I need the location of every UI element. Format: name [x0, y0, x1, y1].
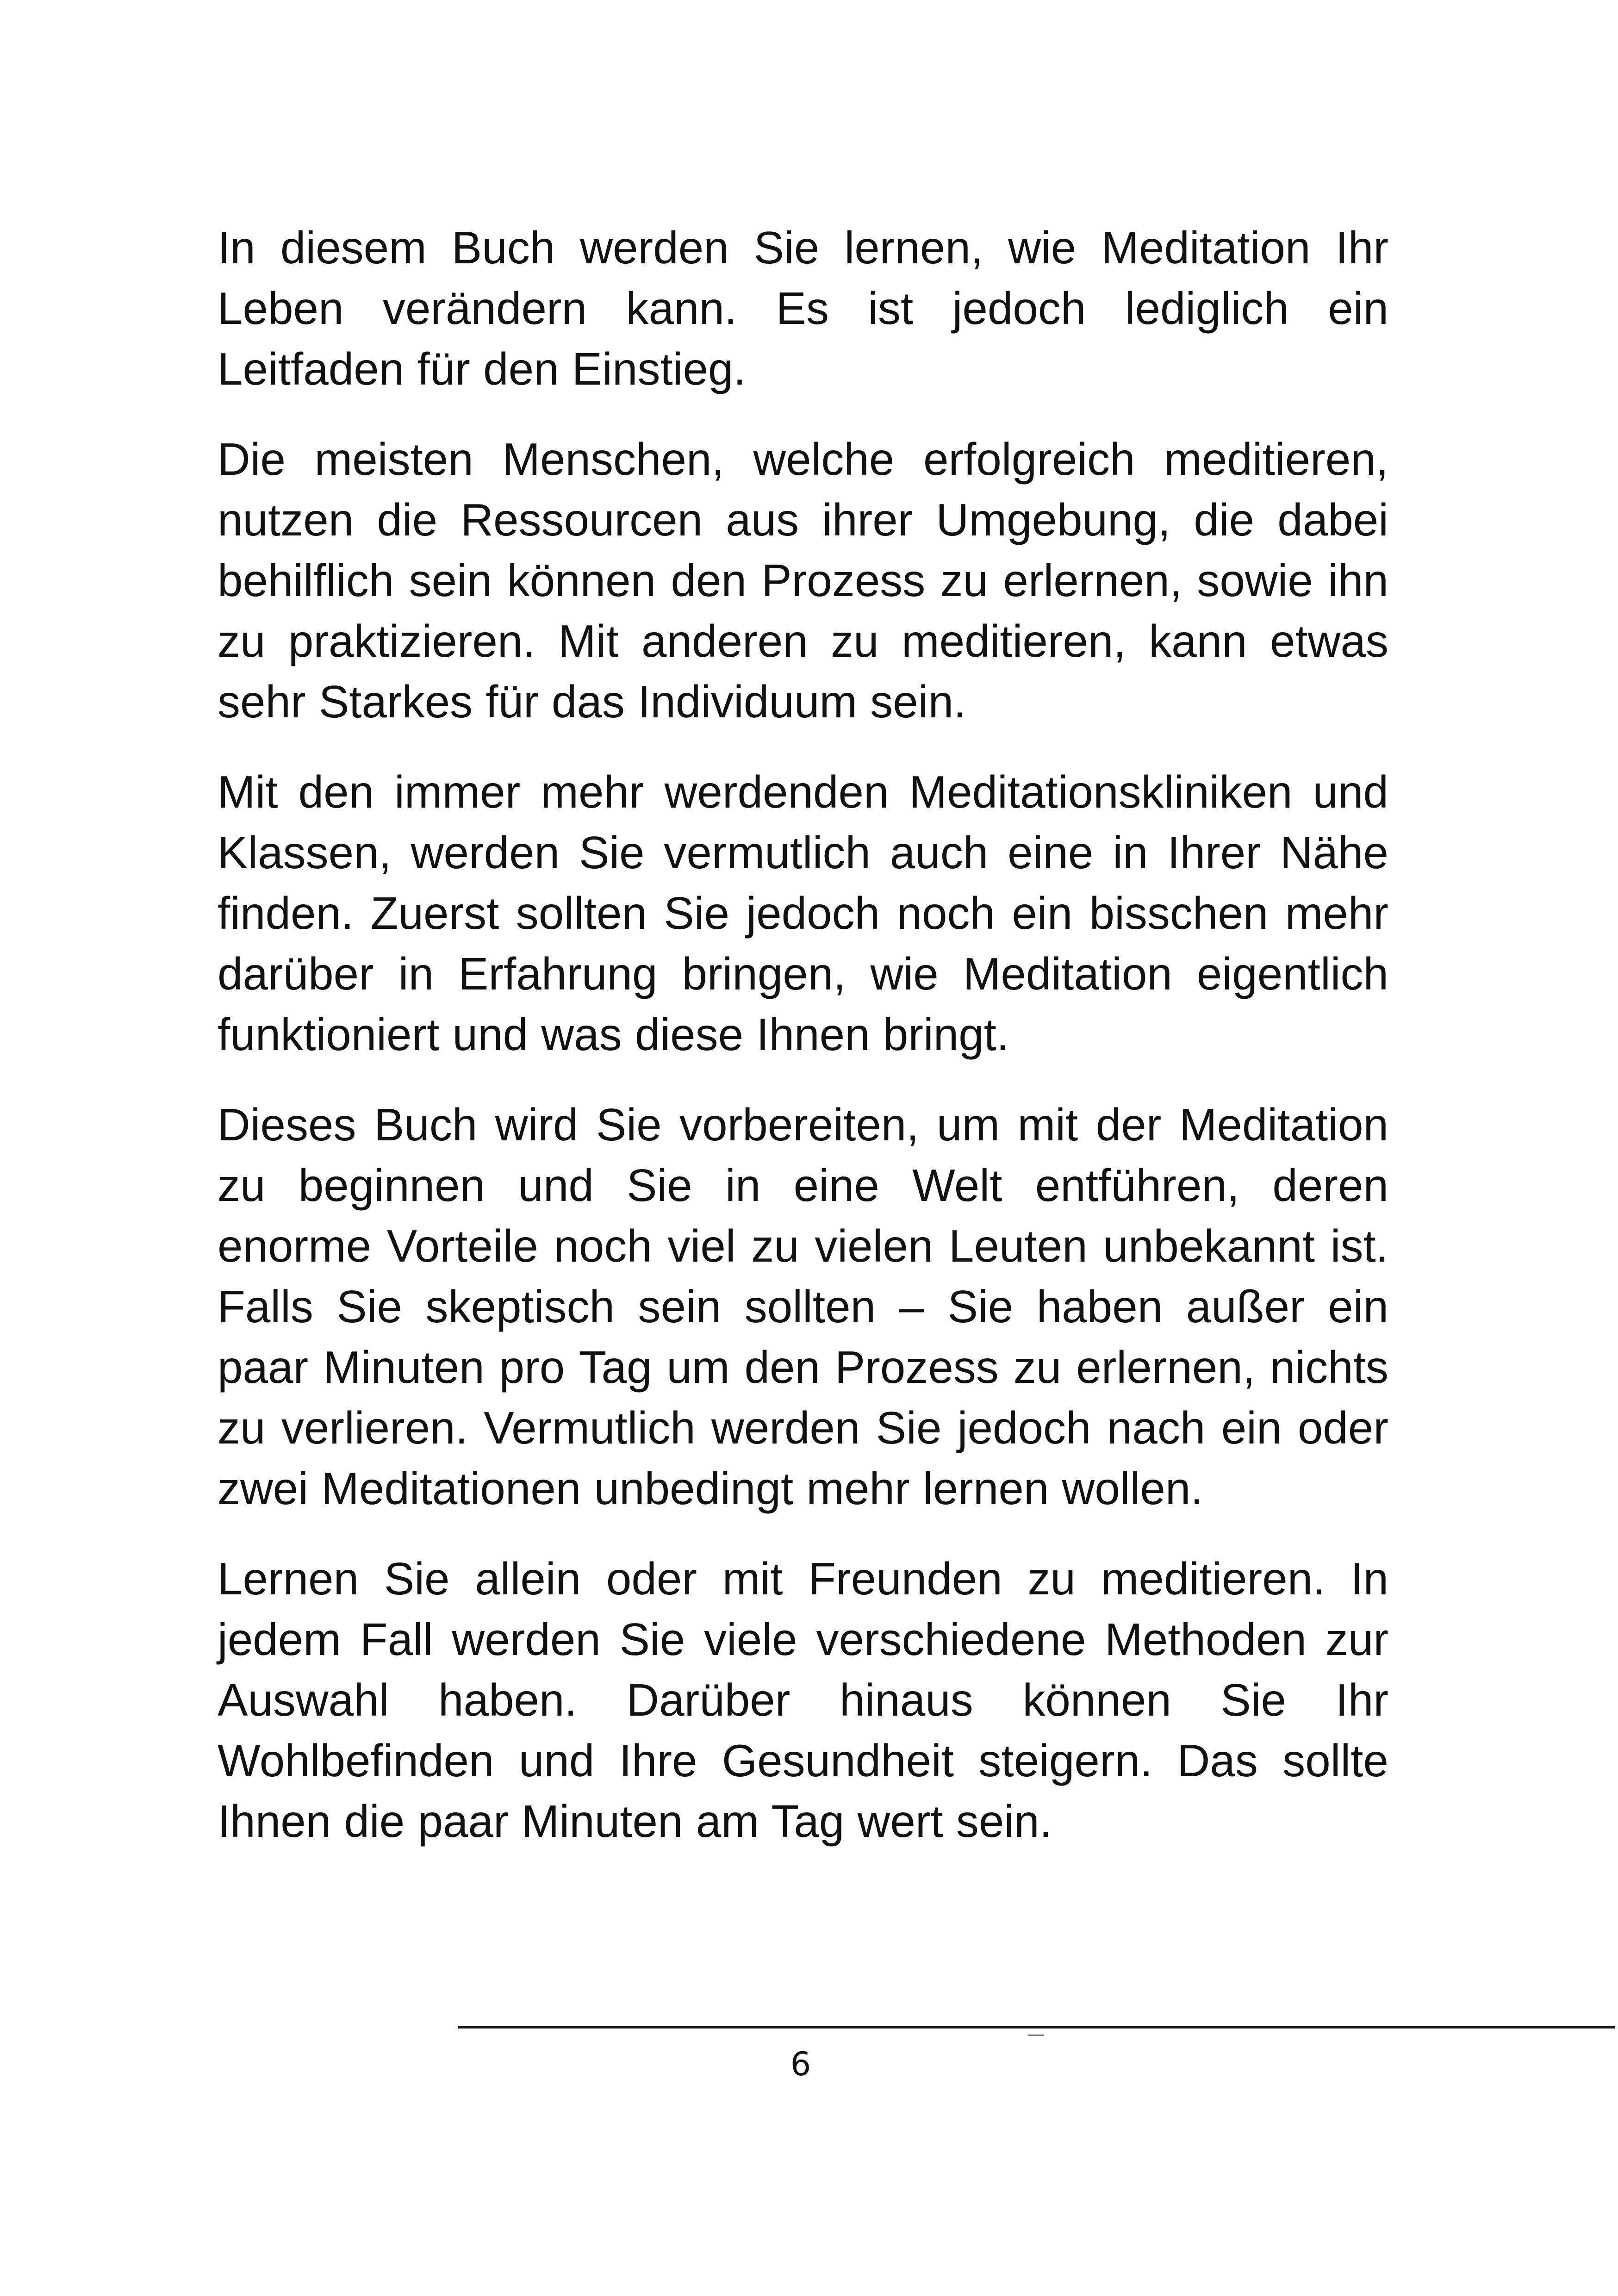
page-number: 6 — [790, 2045, 811, 2083]
footer-tick-mark — [1028, 2035, 1044, 2036]
paragraph-2: Die meisten Menschen, welche erfolgreich meditieren, nutzen die Ressourcen aus ihrer Umgebung, die dabei behilflich sein können den Prozess zu erlernen, sowie ihn zu praktizieren. Mit anderen zu meditieren, kann etwas sehr Starkes für das Individuum sein. — [218, 434, 1388, 727]
paragraph-5: Lernen Sie allein oder mit Freunden zu meditieren. In jedem Fall werden Sie viele verschiedene Methoden zur Auswahl haben. Darüber hinaus können Sie Ihr Wohlbefinden und Ihre Gesundheit steigern. Das sollte Ihnen die paar Minuten am Tag wert sein. — [218, 1553, 1388, 1847]
paragraph-1: In diesem Buch werden Sie lernen, wie Meditation Ihr Leben verändern kann. Es ist jedoch lediglich ein Leitfaden für den Einstieg. — [218, 222, 1388, 394]
footer-divider — [458, 2026, 1615, 2028]
paragraph-4: Dieses Buch wird Sie vorbereiten, um mit der Meditation zu beginnen und Sie in eine Welt entführen, deren enorme Vorteile noch viel zu vielen Leuten unbekannt ist. Falls Sie skeptisch sein sollten – Sie haben außer ein paar Minuten pro Tag um den Prozess zu erlernen, nichts zu verlieren. Vermutlich werden Sie jedoch nach ein oder zwei Meditationen unbedingt mehr lernen wollen. — [218, 1099, 1388, 1514]
paragraph-3: Mit den immer mehr werdenden Meditationskliniken und Klassen, werden Sie vermutlich auch eine in Ihrer Nähe finden. Zuerst sollten Sie jedoch noch ein bisschen mehr darüber in Erfahrung bringen, wie Meditation eigentlich funktioniert und was diese Ihnen bringt. — [218, 766, 1388, 1060]
body-text — [218, 218, 1388, 1881]
